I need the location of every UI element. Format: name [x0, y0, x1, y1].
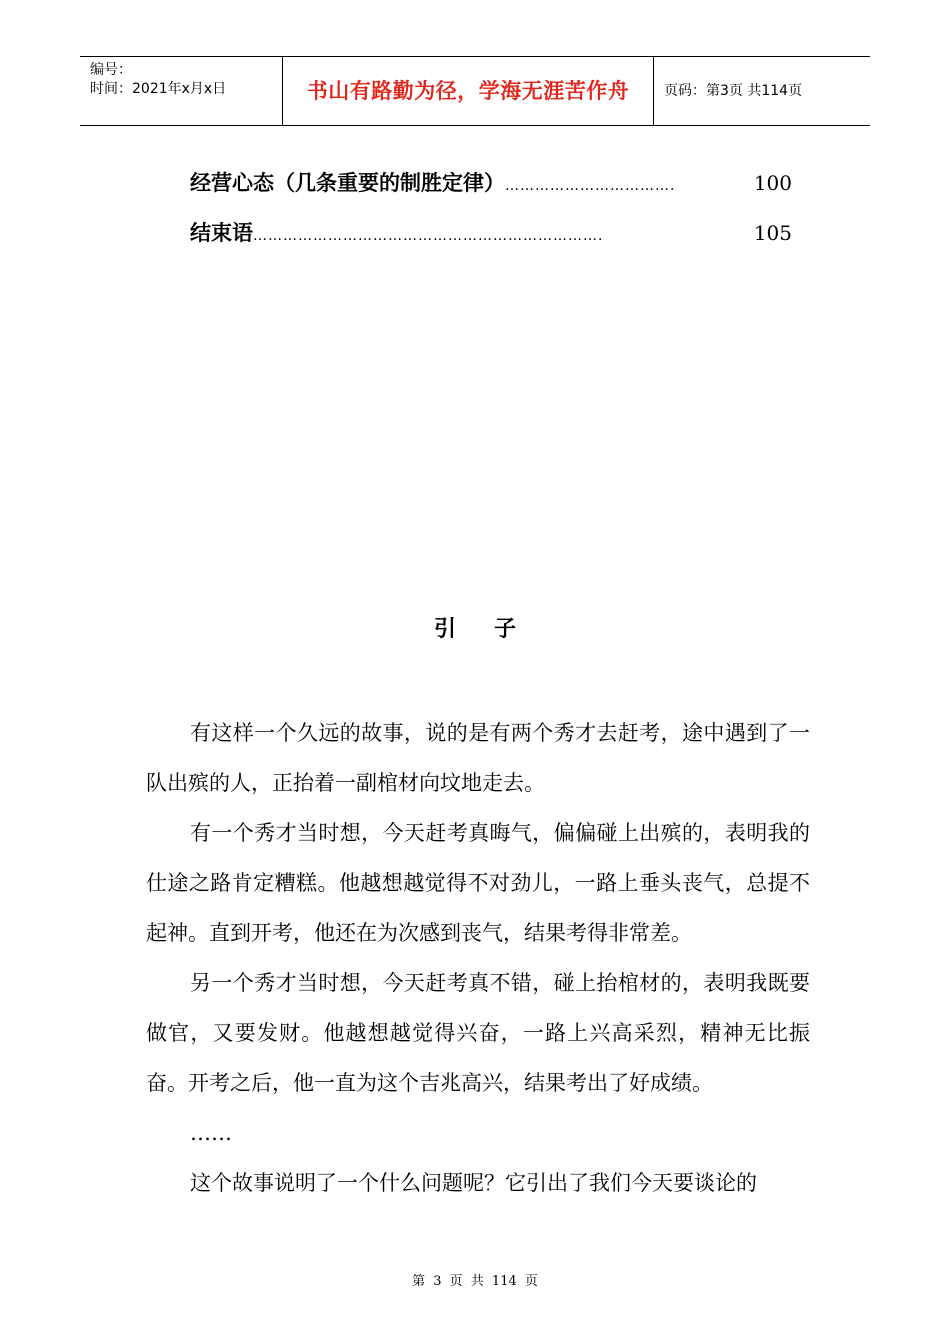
paragraph: 另一个秀才当时想，今天赶考真不错，碰上抬棺材的，表明我既要做官，又要发财。他越想越觉得兴奋，一路上兴高采烈，精神无比振奋。开考之后，他一直为这个吉兆高兴，结果考出了好成绩。 [146, 971, 810, 1095]
paragraph: …… [190, 1121, 232, 1145]
toc-page-number: 100 [753, 171, 792, 195]
toc-entry [190, 167, 792, 197]
toc-title: 结束语 [190, 220, 253, 245]
toc-page-number: 105 [753, 221, 792, 245]
paragraph: 有这样一个久远的故事，说的是有两个秀才去赶考，途中遇到了一队出殡的人，正抬着一副棺材向坟地走去。 [146, 721, 810, 795]
header-page-info: 页码：第3页 共114页 [664, 83, 803, 99]
toc-title: 经营心态（几条重要的制胜定律） [190, 170, 505, 195]
section-title: 引子 [433, 616, 554, 642]
header-motto: 书山有路勤为径，学海无涯苦作舟 [282, 57, 654, 125]
toc-entry [190, 217, 792, 247]
body-text [146, 708, 810, 1208]
time-label: 时间：2021年x月x日 [90, 81, 227, 97]
toc-leader-dots: ……………………………………………………………. [253, 228, 604, 244]
paragraph: 有一个秀才当时想，今天赶考真晦气，偏偏碰上出殡的，表明我的仕途之路肯定糟糕。他越想越觉得不对劲儿，一路上垂头丧气，总提不起神。直到开考，他还在为次感到丧气，结果考得非常差。 [146, 821, 810, 945]
page-header [80, 56, 870, 126]
toc-leader-dots: ……………………………. [505, 178, 676, 194]
number-label: 编号： [90, 62, 132, 78]
header-meta [80, 57, 282, 125]
page-footer: 第 3 页 共 114 页 [412, 1274, 538, 1289]
paragraph: 这个故事说明了一个什么问题呢？它引出了我们今天要谈论的 [190, 1171, 757, 1195]
